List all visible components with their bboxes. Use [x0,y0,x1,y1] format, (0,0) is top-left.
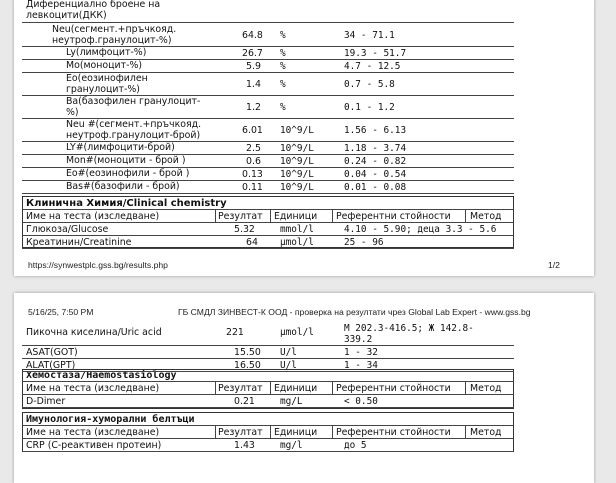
test-name-line: LY#(лимфоцити-брой) [66,142,175,153]
diff-row [22,119,514,142]
test-ref: 4.7 - 12.5 [344,61,401,72]
test-name: CRP (С-реактивен протеин) [26,440,162,451]
col-unit: Единици [274,211,318,222]
test-name-line: гранулоцит-%) [66,84,140,95]
footer-page-number: 1/2 [548,260,560,270]
test-ref: 0.01 - 0.08 [344,182,407,193]
row-divider [22,180,514,181]
test-result: 0.6 [246,156,261,167]
test-ref: < 0.50 [344,396,378,407]
test-result: 64 [246,237,258,248]
test-name-line: Mo(моноцит-%) [66,60,143,71]
test-ref: 1.18 - 3.74 [344,143,407,154]
row-divider [22,371,514,372]
col-divider [465,382,466,394]
test-name: D-Dimer [26,396,66,407]
row-divider [22,209,514,210]
test-name: ALAT(GPT) [26,360,76,371]
test-name-line: %) [66,107,79,118]
test-ref: 0.7 - 5.8 [344,79,395,90]
col-ref: Референтни стойности [336,383,451,394]
test-ref: до 5 [344,440,367,451]
test-result: 64.8 [242,30,263,41]
test-name-line: Neu(сегмент.+пръчкояд. [52,24,177,35]
test-result: 0.11 [242,182,263,193]
row-divider [22,248,514,249]
test-unit: % [280,61,286,72]
test-ref: 19.3 - 51.7 [344,48,407,59]
test-unit: 10^9/L [280,125,314,136]
col-unit: Единици [274,427,318,438]
test-name: Пикочна киселина/Uric acid [26,327,162,338]
col-divider [215,426,216,438]
test-name-line: неутроф.гранулоцит-%) [52,35,172,46]
row-divider [22,95,514,96]
row-divider [22,141,514,142]
diff-row [22,96,514,119]
col-divider [465,210,466,222]
test-ref: 0.04 - 0.54 [344,169,407,180]
test-result: 1.2 [246,102,261,113]
test-name-line: Eo#(еозинофили - брой ) [66,168,190,179]
test-result: 5.9 [246,61,261,72]
col-result: Резултат [218,427,263,438]
test-name [66,73,148,95]
test-result: 16.50 [234,360,261,371]
col-divider [215,382,216,394]
test-name-line: неутроф.гранулоцит-брой) [66,130,201,141]
test-unit: mmol/l [280,224,314,235]
col-divider [332,382,333,394]
test-unit: % [280,102,286,113]
test-unit: 10^9/L [280,182,314,193]
test-unit: 10^9/L [280,143,314,154]
row-divider [22,167,514,168]
test-result: 26.7 [242,48,263,59]
test-unit: 10^9/L [280,169,314,180]
test-ref: 0.1 - 1.2 [344,102,395,113]
test-name-line: Neu #(сегмент.+пръчкояд. [66,119,202,130]
test-ref: 1 - 32 [344,347,378,358]
col-test: Име на теста (изследване) [26,211,160,222]
row-divider [22,451,514,452]
test-unit: U/l [280,360,297,371]
test-unit: µmol/l [280,327,314,338]
row-divider [22,59,514,60]
test-unit: % [280,79,286,90]
row-divider [22,407,514,408]
col-divider [332,210,333,222]
test-name: Глюкоза/Glucose [26,224,109,235]
test-unit: µmol/l [280,237,314,248]
test-name-line: Ba(базофилен гранулоцит- [66,96,201,107]
test-name [66,181,180,192]
test-name: Креатинин/Creatinine [26,237,132,248]
col-test: Име на теста (изследване) [26,383,160,394]
test-name: ASAT(GOT) [26,347,78,358]
row-divider [22,118,514,119]
test-name [66,142,175,153]
col-divider [215,210,216,222]
row-divider [22,154,514,155]
row-divider [22,22,514,23]
section-header-line: Диференциално броене на [26,0,161,10]
col-result: Резултат [218,211,263,222]
col-method: Метод [470,427,502,438]
col-divider [465,426,466,438]
test-result: 6.01 [242,125,263,136]
test-ref: 1 - 34 [344,360,378,371]
test-name [66,119,201,141]
test-unit: 10^9/L [280,156,314,167]
col-test: Име на теста (изследване) [26,427,160,438]
row-divider [22,381,514,382]
test-unit: % [280,48,286,59]
row-divider [22,72,514,73]
test-name [66,96,200,118]
header-date: 5/16/25, 7:50 PM [28,307,94,317]
col-result: Резултат [218,383,263,394]
test-result: 221 [226,327,244,338]
test-name-line: Mon#(моноцити - брой ) [66,155,186,166]
test-ref: 25 - 96 [344,237,384,248]
test-result: 1.4 [246,79,261,90]
footer-url: https://synwestplc.gss.bg/results.php [28,260,168,270]
row-divider [22,46,514,47]
diff-row [22,24,514,47]
test-ref: 34 - 71.1 [344,30,395,41]
row-divider [22,425,514,426]
test-unit: % [280,30,286,41]
test-ref-line: 339.2 [344,334,373,345]
test-ref: 1.56 - 6.13 [344,125,407,136]
col-ref: Референтни стойности [336,211,451,222]
test-unit: U/l [280,347,297,358]
col-ref: Референтни стойности [336,427,451,438]
test-name [52,24,176,46]
col-method: Метод [470,211,502,222]
row-divider [22,358,514,359]
report-page-1: Диференциално броене на левкоцити(ДКК) Neu(сегмент.+пръчкояд. неутроф.гранулоцит-%) 64.8 % 34 - 71.1 Ly(лимфоцит-%) 26.7 % 19.3 - 51.7 Mo(моноцит-%) 5.9 % 4.7 - 12.5 Eo(еозинофилен гранулоцит-%) 1.4 % 0.7 - 5.8 Ba(базофилен гранулоцит- %) 1.2 % 0.1 - 1.2 Neu #(сегмент.+пръчкояд. неутроф.гранулоцит-брой) 6.01 10^9/L 1.56 - 6.13 LY#(лимфоцити-брой) 2.5 10^9/L 1.18 - 3.74 Mon#(моноцити - брой ) 0.6 10^9/L 0.24 - 0.82 Eo#(еозинофили - брой ) 0.13 10^9/L 0.04 - 0.54 Bas#(базофили - брой) 0.11 10^9/L 0.01 - 0.08 Клинична Химия/Clinical chemistry Име на теста (изследване) Резултат Единици Референтни стойности Метод Глюкоза/Glucose 5.32 mmol/l 4.10 - 5.90; деца 3.3 - 5.6 Креатинин/Creatinine 64 µmol/l 25 - 96 https://synwestplc.gss.bg/results.php 1/2 [14,0,594,276]
test-unit: mg/L [280,396,303,407]
diff-row [22,73,514,96]
col-unit: Единици [274,383,318,394]
test-result: 1.43 [234,440,255,451]
test-result: 2.5 [246,143,261,154]
test-name-line: Ly(лимфоцит-%) [66,47,147,58]
test-name-line: Bas#(базофили - брой) [66,181,180,192]
test-result: 0.21 [234,396,255,407]
test-name-line: Eo(еозинофилен [66,73,148,84]
test-unit: mg/l [280,440,303,451]
row-divider [22,235,514,236]
test-name [66,60,142,71]
test-result: 15.50 [234,347,261,358]
col-divider [270,210,271,222]
header-title: ГБ СМДЛ ЗИНВЕСТ-К ООД - проверка на резултати чрез Global Lab Expert - www.gss.bg [178,307,531,317]
test-ref: 4.10 - 5.90; деца 3.3 - 5.6 [344,224,497,235]
test-result: 5.32 [234,224,255,235]
test-name [66,155,186,166]
section-header-line: левкоцити(ДКК) [26,10,107,21]
col-divider [270,426,271,438]
row-divider [22,193,514,194]
test-result: 0.13 [242,169,263,180]
col-divider [270,382,271,394]
test-ref: 0.24 - 0.82 [344,156,407,167]
col-method: Метод [470,383,502,394]
test-name [66,47,146,58]
test-ref-line: М 202.3-416.5; Ж 142.8- [344,323,474,334]
test-name [66,168,189,179]
report-page-2: 5/16/25, 7:50 PM ГБ СМДЛ ЗИНВЕСТ-К ООД - проверка на резултати чрез Global Lab Expert - www.gss.bg Пикочна киселина/Uric acid 221 µmol/l М 202.3-416.5; Ж 142.8- 339.2 ASAT(GOT) 15.50 U/l 1 - 32 ALAT(GPT) 16.50 U/l 1 - 34 Хемостаза/Haemostasiology Име на теста (изследване) Резултат Единици Референтни стойности Метод D-Dimer 0.21 mg/L < 0.50 Имунология-хуморални белтъци Име на теста (изследване) Резултат Единици Референтни стойности Метод CRP (С-реактивен протеин) 1.43 mg/l до 5 [14,293,594,483]
col-divider [332,426,333,438]
